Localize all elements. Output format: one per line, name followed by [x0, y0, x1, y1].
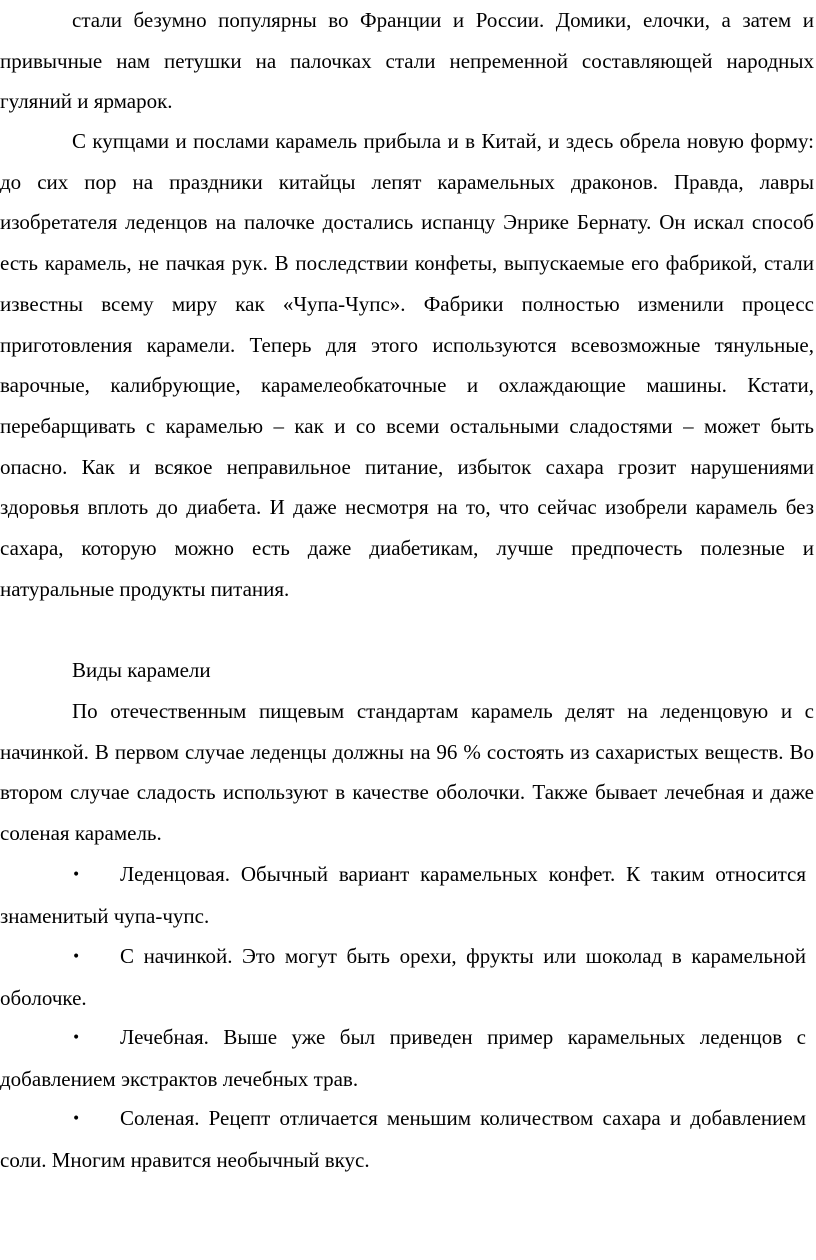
- list-item: [0, 854, 806, 936]
- paragraph-standards: По отечественным пищевым стандартам карамель делят на леденцовую и с начинкой. В первом случае леденцы должны на 96 % состоять из сахаристых веществ. Во втором случае сладость используют в качестве оболочки. Также бывает лечебная и даже соленая карамель.: [0, 699, 814, 846]
- bullet-icon: •: [72, 1111, 81, 1127]
- list-item-text: Леденцовая. Обычный вариант карамельных конфет. К таким относится знаменитый чупа-чупс.: [0, 862, 806, 928]
- list-item-text: Лечебная. Выше уже был приведен пример карамельных леденцов с добавлением экстрактов лечебных трав.: [0, 1025, 806, 1091]
- list-item-text: С начинкой. Это могут быть орехи, фрукты или шоколад в карамельной оболочке.: [0, 944, 806, 1010]
- list-item-text: Соленая. Рецепт отличается меньшим количеством сахара и добавлением соли. Многим нравится необычный вкус.: [0, 1106, 806, 1172]
- bullet-icon: •: [72, 1030, 81, 1046]
- list-item: [0, 936, 806, 1018]
- bullet-icon: •: [72, 949, 81, 965]
- paragraph-intro-continuation: стали безумно популярны во Франции и России. Домики, елочки, а затем и привычные нам петушки на палочках стали непременной составляющей народных гуляний и ярмарок.: [0, 8, 814, 114]
- list-item: [0, 1017, 806, 1099]
- section-heading-caramel-types: Виды карамели: [72, 658, 211, 682]
- list-item: [0, 1098, 806, 1180]
- bullet-icon: •: [72, 867, 81, 883]
- paragraph-china-and-chupa-chups: С купцами и послами карамель прибыла и в Китай, и здесь обрела новую форму: до сих пор на праздники китайцы лепят карамельных драконов. Правда, лавры изобретателя леденцов на палочке достались испанцу Энрике Бернату. Он искал способ есть карамель, не пачкая рук. В последствии конфеты, выпускаемые его фабрикой, стали известны всему миру как «Чупа-Чупс». Фабрики полностью изменили процесс приготовления карамели. Теперь для этого используются всевозможные тянульные, варочные, калибрующие, карамелеобкаточные и охлаждающие машины. Кстати, перебарщивать с карамелью – как и со всеми остальными сладостями – может быть опасно. Как и всякое неправильное питание, избыток сахара грозит нарушениями здоровья вплоть до диабета. И даже несмотря на то, что сейчас изобрели карамель без сахара, которую можно есть даже диабетикам, лучше предпочесть полезные и натуральные продукты питания.: [0, 129, 814, 601]
